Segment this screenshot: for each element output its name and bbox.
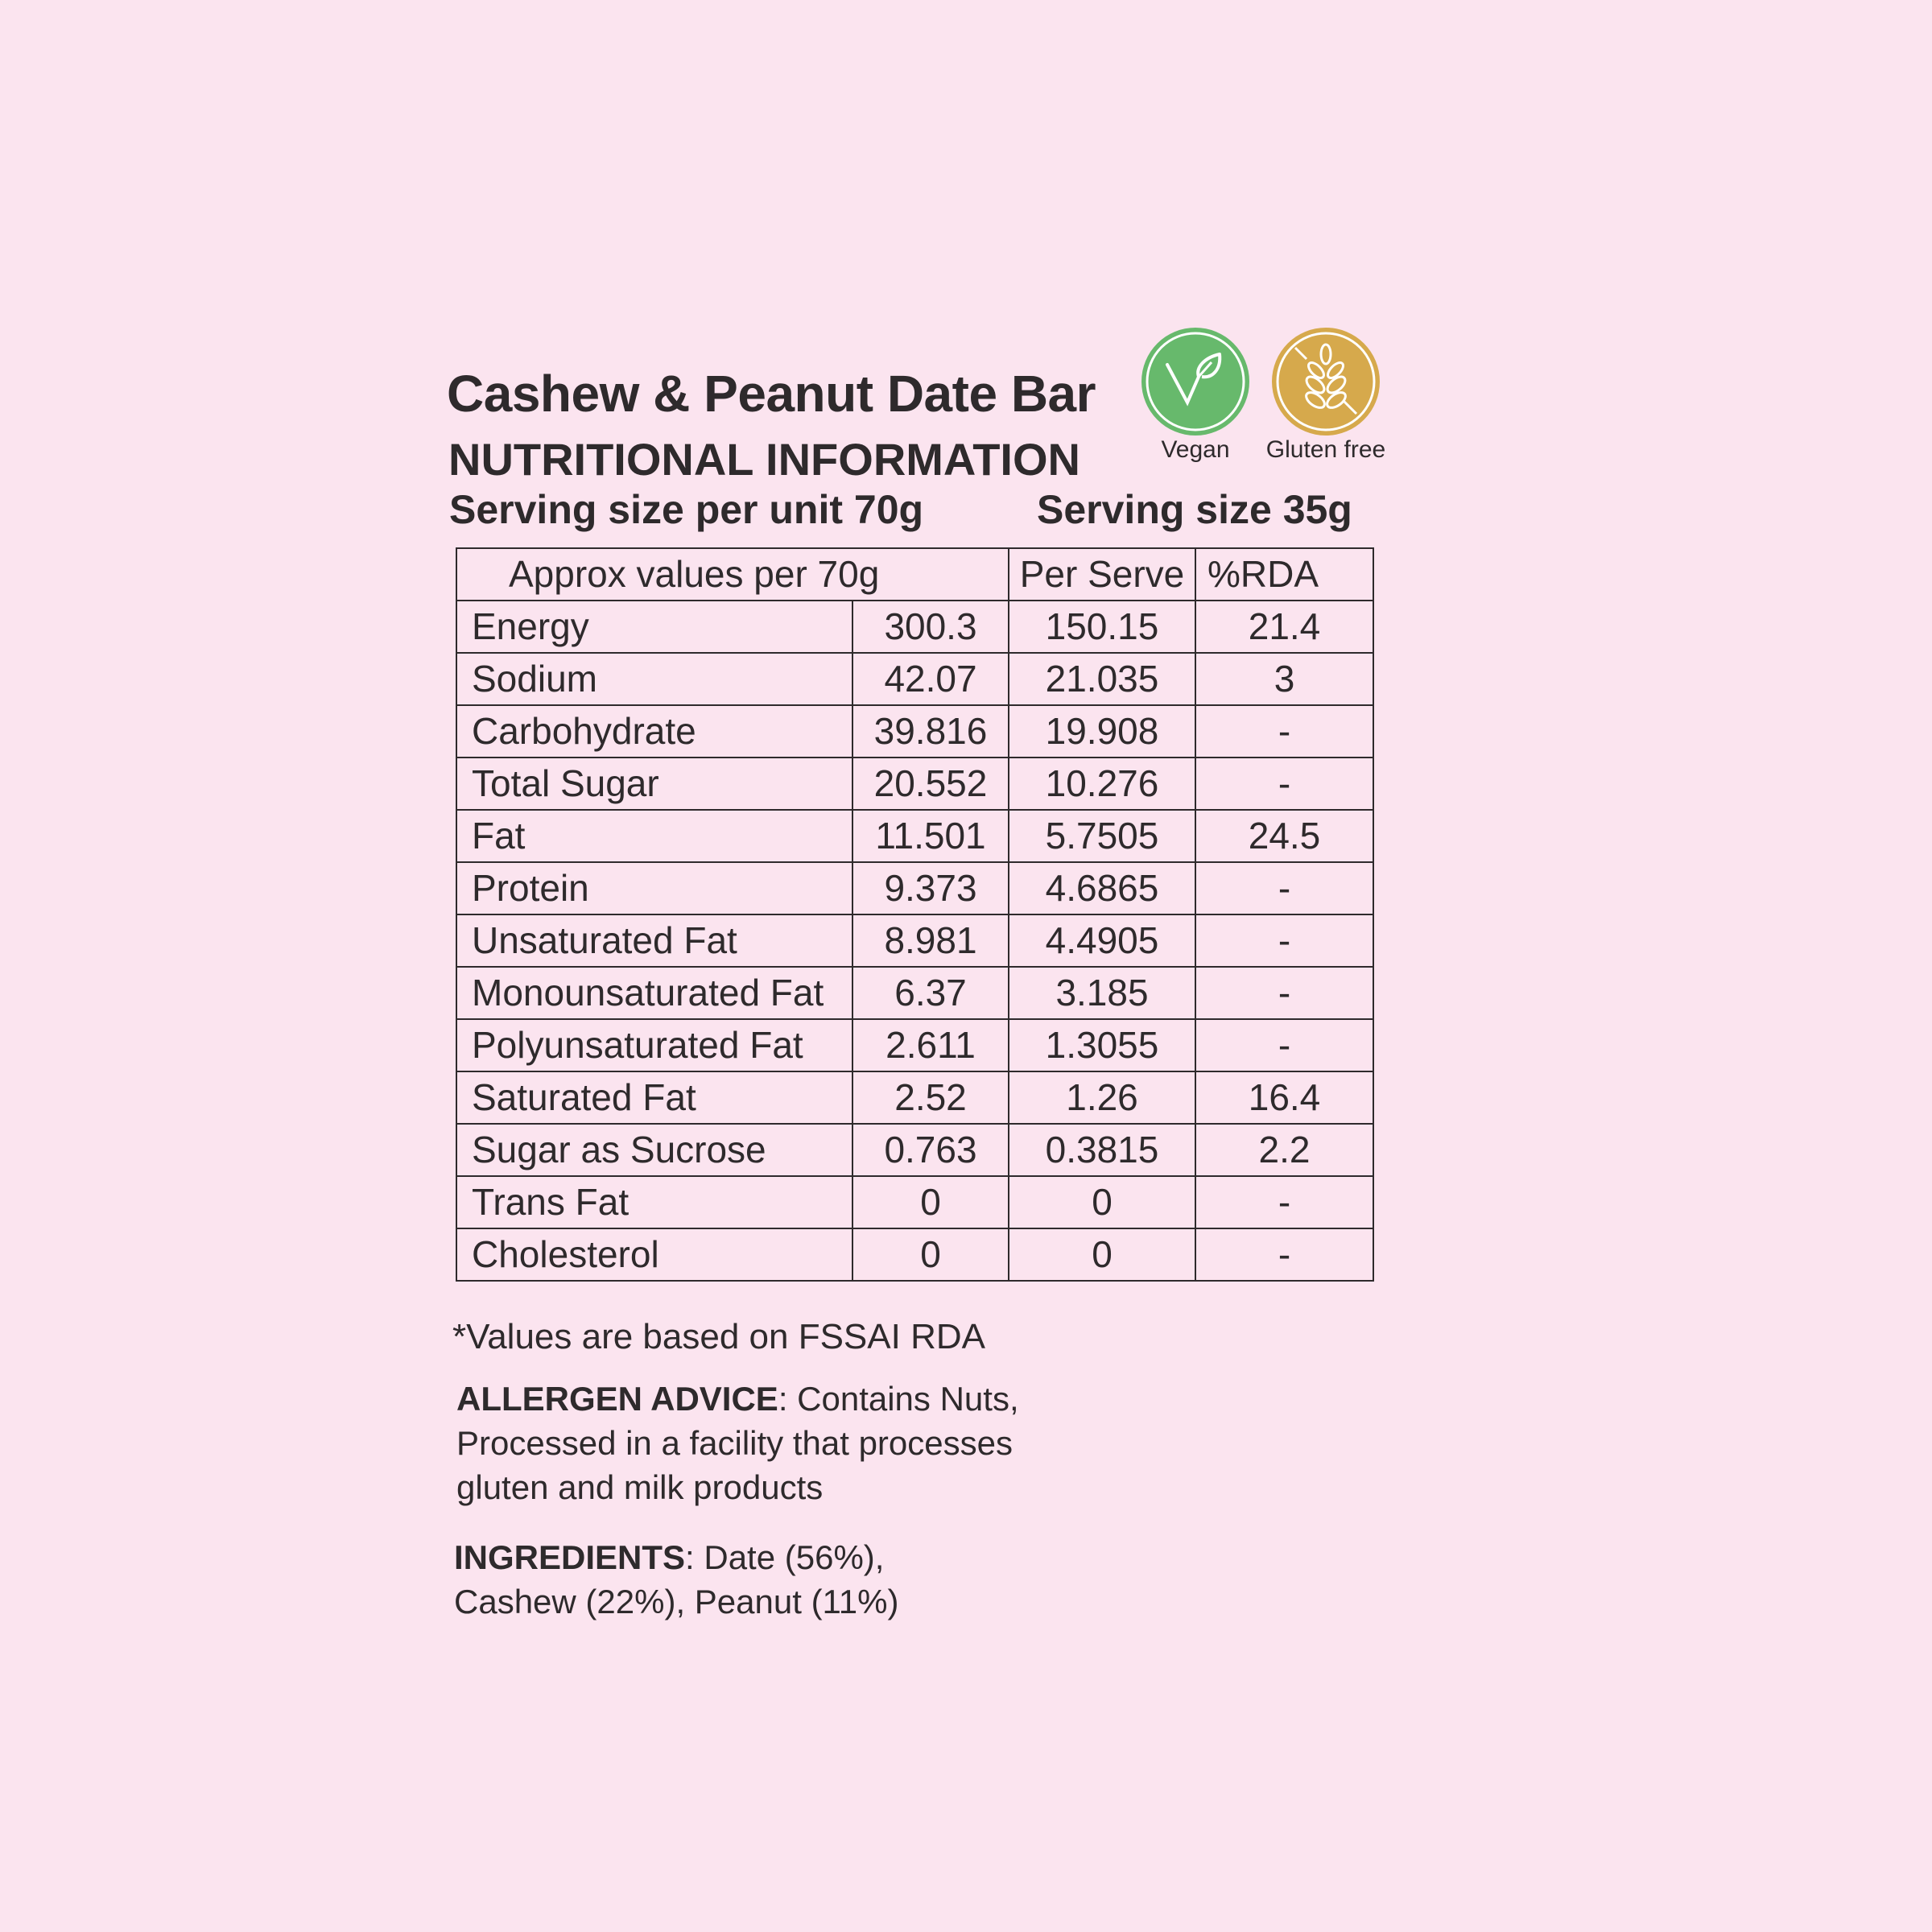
- value-per-70g: 300.3: [852, 601, 1009, 653]
- value-per-serve: 4.4905: [1009, 914, 1195, 967]
- table-row: [456, 810, 1373, 862]
- vegan-label: Vegan: [1161, 436, 1230, 463]
- value-per-70g: 11.501: [852, 810, 1009, 862]
- nutrient-name: Sodium: [456, 653, 852, 705]
- value-per-serve: 150.15: [1009, 601, 1195, 653]
- table-row: [456, 967, 1373, 1019]
- value-rda: 3: [1195, 653, 1373, 705]
- value-per-70g: 42.07: [852, 653, 1009, 705]
- value-per-serve: 0: [1009, 1228, 1195, 1281]
- header-approx-values: Approx values per 70g: [456, 548, 1009, 601]
- table-row: [456, 862, 1373, 914]
- nutrient-name: Saturated Fat: [456, 1071, 852, 1124]
- value-per-serve: 0: [1009, 1176, 1195, 1228]
- value-rda: -: [1195, 758, 1373, 810]
- ingredients-text: : Date (56%), Cashew (22%), Peanut (11%): [454, 1538, 899, 1620]
- allergen-text: : Contains Nuts, Processed in a facility that processes gluten and milk products: [456, 1380, 1019, 1506]
- header-per-serve: Per Serve: [1009, 548, 1195, 601]
- value-rda: -: [1195, 862, 1373, 914]
- value-per-serve: 1.3055: [1009, 1019, 1195, 1071]
- nutrient-name: Polyunsaturated Fat: [456, 1019, 852, 1071]
- gluten-free-label: Gluten free: [1265, 436, 1386, 463]
- table-header-row: [456, 548, 1373, 601]
- nutrient-name: Cholesterol: [456, 1228, 852, 1281]
- nutrient-name: Fat: [456, 810, 852, 862]
- nutrient-name: Unsaturated Fat: [456, 914, 852, 967]
- ingredients: [454, 1535, 905, 1624]
- nutrient-name: Total Sugar: [456, 758, 852, 810]
- value-per-70g: 2.52: [852, 1071, 1009, 1124]
- value-rda: 21.4: [1195, 601, 1373, 653]
- value-per-70g: 0: [852, 1228, 1009, 1281]
- table-row: [456, 1071, 1373, 1124]
- product-title: Cashew & Peanut Date Bar: [447, 365, 1096, 423]
- ingredients-label: INGREDIENTS: [454, 1538, 686, 1576]
- value-per-70g: 8.981: [852, 914, 1009, 967]
- table-row: [456, 705, 1373, 758]
- nutrient-name: Carbohydrate: [456, 705, 852, 758]
- value-per-70g: 2.611: [852, 1019, 1009, 1071]
- value-per-70g: 0: [852, 1176, 1009, 1228]
- table-row: [456, 1019, 1373, 1071]
- value-per-70g: 20.552: [852, 758, 1009, 810]
- value-per-serve: 21.035: [1009, 653, 1195, 705]
- gluten-free-wheat-icon: [1271, 327, 1381, 436]
- table-row: [456, 1124, 1373, 1176]
- table-row: [456, 653, 1373, 705]
- vegan-leaf-icon: [1141, 327, 1250, 436]
- serving-size: Serving size 35g: [1037, 487, 1352, 532]
- value-per-serve: 5.7505: [1009, 810, 1195, 862]
- value-rda: -: [1195, 1019, 1373, 1071]
- value-per-serve: 1.26: [1009, 1071, 1195, 1124]
- value-rda: -: [1195, 967, 1373, 1019]
- allergen-advice: [456, 1377, 1100, 1509]
- value-rda: -: [1195, 914, 1373, 967]
- nutrient-name: Energy: [456, 601, 852, 653]
- value-per-serve: 10.276: [1009, 758, 1195, 810]
- value-per-serve: 19.908: [1009, 705, 1195, 758]
- value-per-serve: 3.185: [1009, 967, 1195, 1019]
- nutrition-table: [456, 547, 1374, 1282]
- table-row: [456, 601, 1373, 653]
- value-rda: -: [1195, 1228, 1373, 1281]
- header-rda: %RDA: [1195, 548, 1373, 601]
- nutrient-name: Sugar as Sucrose: [456, 1124, 852, 1176]
- value-per-70g: 39.816: [852, 705, 1009, 758]
- value-rda: -: [1195, 1176, 1373, 1228]
- table-row: [456, 758, 1373, 810]
- table-row: [456, 1228, 1373, 1281]
- nutrient-name: Monounsaturated Fat: [456, 967, 852, 1019]
- allergen-label: ALLERGEN ADVICE: [456, 1380, 778, 1418]
- value-per-serve: 4.6865: [1009, 862, 1195, 914]
- value-per-70g: 6.37: [852, 967, 1009, 1019]
- value-rda: 2.2: [1195, 1124, 1373, 1176]
- section-heading: NUTRITIONAL INFORMATION: [448, 434, 1080, 485]
- rda-footnote: *Values are based on FSSAI RDA: [452, 1317, 985, 1356]
- value-rda: 24.5: [1195, 810, 1373, 862]
- nutrient-name: Trans Fat: [456, 1176, 852, 1228]
- value-per-70g: 9.373: [852, 862, 1009, 914]
- value-rda: -: [1195, 705, 1373, 758]
- value-rda: 16.4: [1195, 1071, 1373, 1124]
- table-row: [456, 914, 1373, 967]
- serving-size-per-unit: Serving size per unit 70g: [449, 487, 924, 532]
- value-per-70g: 0.763: [852, 1124, 1009, 1176]
- nutrient-name: Protein: [456, 862, 852, 914]
- table-row: [456, 1176, 1373, 1228]
- value-per-serve: 0.3815: [1009, 1124, 1195, 1176]
